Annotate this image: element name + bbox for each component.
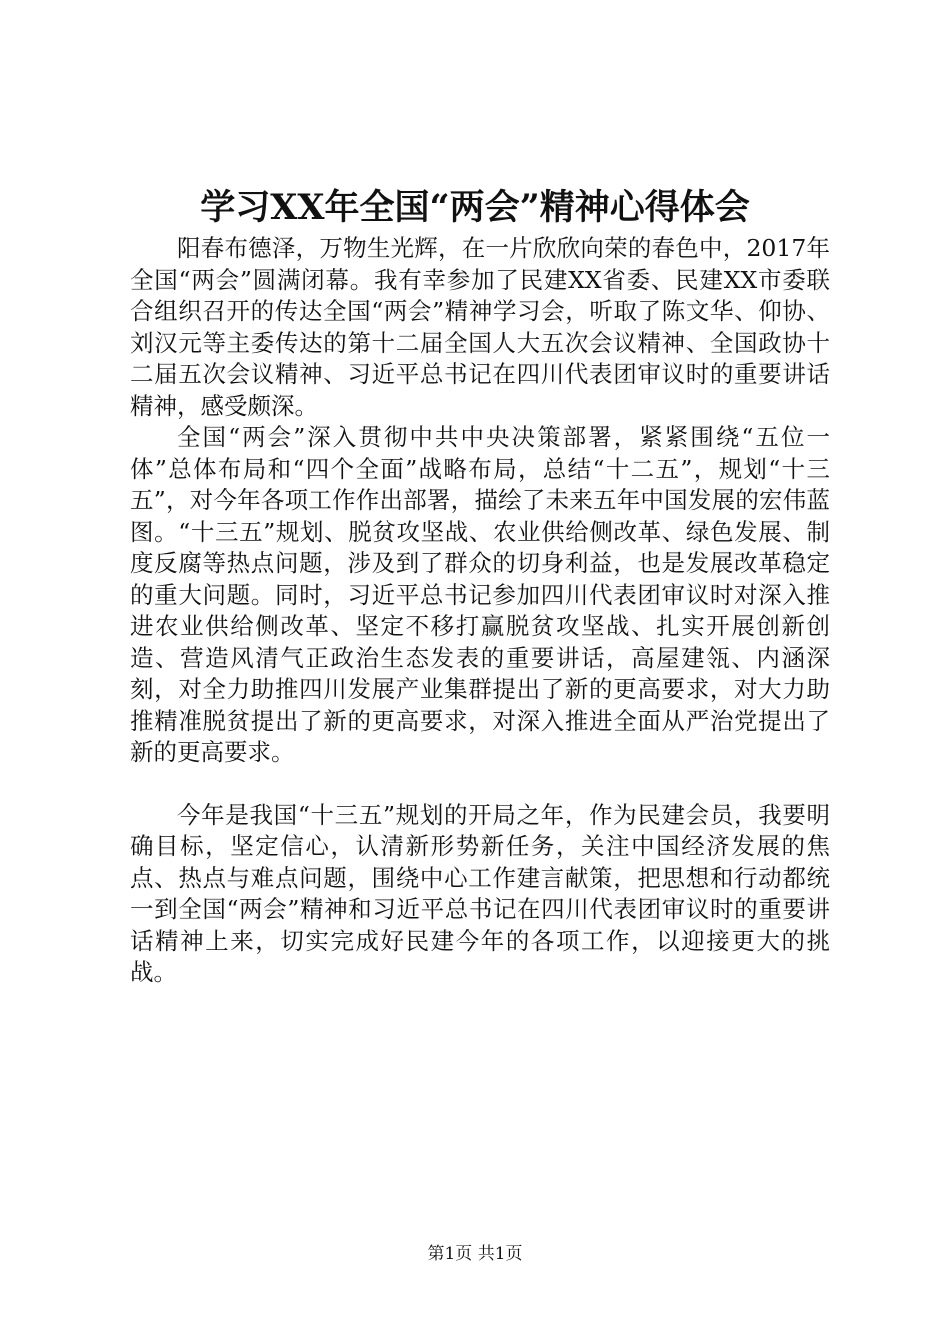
document-body xyxy=(130,233,830,989)
page-footer: 第1页 共1页 xyxy=(427,1244,523,1264)
paragraph-2: 全国“两会”深入贯彻中共中央决策部署，紧紧围绕“五位一体”总体布局和“四个全面”战略布局，总结“十二五”，规划“十三五”，对今年各项工作作出部署，描绘了未来五年中国发展的宏伟蓝图。“十三五”规划、脱贫攻坚战、农业供给侧改革、绿色发展、制度反腐等热点问题，涉及到了群众的切身利益，也是发展改革稳定的重大问题。同时，习近平总书记参加四川代表团审议时对深入推进农业供给侧改革、坚定不移打赢脱贫攻坚战、扎实开展创新创造、营造风清气正政治生态发表的重要讲话，高屋建瓴、内涵深刻，对全力助推四川发展产业集群提出了新的更高要求，对大力助推精准脱贫提出了新的更高要求，对深入推进全面从严治党提出了新的更高要求。 xyxy=(130,423,830,766)
paragraph-1: 阳春布德泽，万物生光辉，在一片欣欣向荣的春色中，2017年全国“两会”圆满闭幕。我有幸参加了民建XX省委、民建XX市委联合组织召开的传达全国“两会”精神学习会，听取了陈文华、仰协、刘汉元等主委传达的第十二届全国人大五次会议精神、全国政协十二届五次会议精神、习近平总书记在四川代表团审议时的重要讲话精神，感受颇深。 xyxy=(130,234,830,420)
paragraph-3: 今年是我国“十三五”规划的开局之年，作为民建会员，我要明确目标，坚定信心，认清新形势新任务，关注中国经济发展的焦点、热点与难点问题，围绕中心工作建言献策，把思想和行动都统一到全国“两会”精神和习近平总书记在四川代表团审议时的重要讲话精神上来，切实完成好民建今年的各项工作，以迎接更大的挑战。 xyxy=(130,800,830,986)
document-title: 学习XX年全国“两会”精神心得体会 xyxy=(200,187,750,228)
